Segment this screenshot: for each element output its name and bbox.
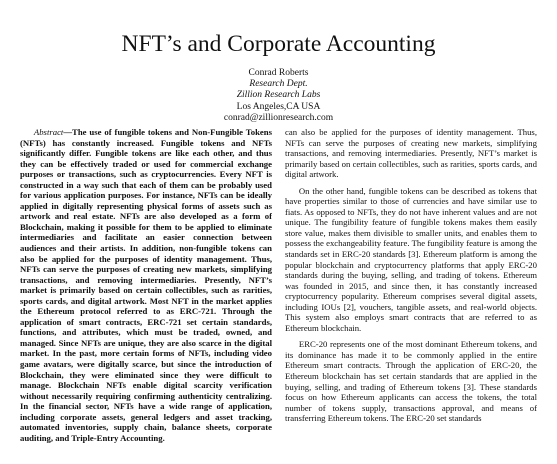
author-org: Zillion Research Labs: [236, 90, 321, 101]
abstract-text: —The use of fungible tokens and Non-Fungible Tokens (NFTs) has constantly increased. Fungible tokens and NFTs significantly differ. Fungible tokens are like each other, and thus they can be effectively traded or used for commercial exchange purposes or transactions, such as cryptocurrencies. Every NFT is constructed in a way such that each of them can be probably used for various application purposes. For instance, NFTs can be ideally applied in digitally representing physical forms of assets such as artwork and real estate. NFTs are also developed as a form of Blockchain, making it possible for them to be applied to eliminate intermediaries and facilitate an easier connection between audiences and their artists. In addition, non-fungible tokens can also be applied for the purposes of identity management. Thus, NFTs can serve the purposes of creating new markets, simplifying transactions, and removing intermediaries. Presently, NFT’s market is primarily based on certain collectibles, such as rarities, sports cards, and digital artwork. Most NFT in the market applies the Ethereum protocol referred to as ERC-721. Through the application of smart contracts, ERC-721 set certain standards, functions, and attributes, which must be traded, owned, and managed. Since NFTs are unique, they are also scarce in the digital market. In the past, more certain forms of NFTs, including video game avatars, were digitally scarce, but since the introduction of Blockchain, they were eliminated since they were difficult to manage. Blockchain NFTs enable digital scarcity verification without necessarily requiring confirming authenticity centralizing. In the financial sector, NFTs have a wide range of application, including corporate assets, general ledgers and asset tracking, automated inventories, supply chain, balance sheets, corporate auditing, and Triple-Entry Accounting.: [20, 127, 272, 443]
author-email: conrad@zillionresearch.com: [223, 112, 334, 123]
abstract-paragraph: [20, 127, 272, 443]
author-name: Conrad Roberts: [248, 68, 309, 78]
abstract-label: Abstract: [33, 127, 64, 137]
paper-title: NFT’s and Corporate Accounting: [121, 31, 436, 57]
body-paragraph: can also be applied for the purposes of identity management. Thus, NFTs can serve the purposes of creating new markets, simplifying transactions, and removing intermediaries. Presently, NFT’s market is primarily based on certain collectibles, such as rarities, sports cards, and digital artwork.: [285, 127, 537, 180]
left-column: [20, 127, 272, 464]
right-column: [285, 127, 537, 464]
author-dept: Research Dept.: [249, 79, 308, 90]
author-block: [0, 68, 557, 124]
body-paragraph: ERC-20 represents one of the most dominant Ethereum tokens, and its dominance has made it to be commonly applied in the entire Ethereum smart contracts. Through the application of ERC-20, the Ethereum blockchain has set certain standards that are applied in the buying, selling, and trading of Ethereum tokens [3]. These standards focus on how Ethereum applicants can access the tokens, the total number of tokens supply, transactions approval, and means of transferring Ethereum tokens. The ERC-20 set standards: [285, 339, 537, 424]
author-location: Los Angeles,CA USA: [236, 101, 321, 112]
body-paragraph: On the other hand, fungible tokens can be described as tokens that have properties similar to those of currencies and have similar use to fiats. As opposed to NFTs, they do not have inherent values and are not unique. The fungibility feature of fungible tokens makes them easily store value, makes them divisible to smaller units, and enables them to possess the exchangeability feature. The fungibility feature is among the standards set in ERC-20 standards [3]. Ethereum platform is among the popular blockchain and cryptocurrency platforms that apply ERC-20 standards during the buying, selling, and trading of tokens. Ethereum was founded in 2015, and since then, it has constantly increased cryptocurrency popularity. Ethereum comprises several digital assets, including IOUs [2], vouchers, tangible assets, and real-world objects. This system also employs smart contracts that are referred to as Ethereum blockchain.: [285, 185, 537, 333]
